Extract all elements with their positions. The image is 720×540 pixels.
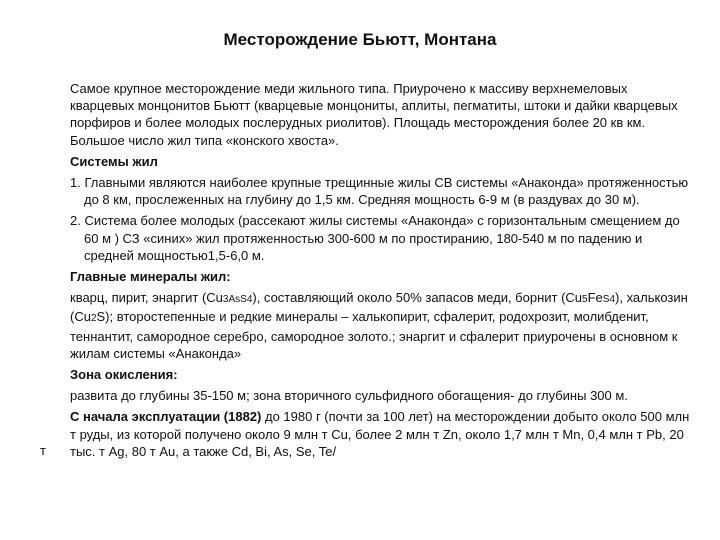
minerals-sub-a2: S bbox=[240, 294, 247, 306]
slide-title: Месторождение Бьютт, Монтана bbox=[223, 30, 497, 49]
veins-heading: Системы жил bbox=[70, 153, 158, 169]
minerals-sub-b3: 4 bbox=[609, 294, 616, 306]
minerals-text-f: S); второстепенные и редкие минералы – халькопирит, сфалерит, родохрозит, молибденит, теннантит, самородное серебро, самородное золото.; энаргит и сфалерит приурочены в основном к жилам системы «Анаконда» bbox=[70, 309, 678, 361]
veins-item-2: 2. Система более молодых (рассекают жилы системы «Анаконда» с горизонтальным смещением до 60 м ) СЗ «синих» жил протяженностью 300-600 м по простиранию, 180-540 м по падению и средней мощностью1,5-6,0 м. bbox=[70, 213, 680, 263]
veins-item-1: 1. Главными являются наиболее крупные трещинные жилы СВ системы «Анаконда» протяженностью до 8 км, прослеженных на глубину до 1,5 км. Средняя мощность 6-9 м (в раздувах до 30 м). bbox=[70, 175, 689, 208]
exploitation-text: до 1980 г (почти за 100 лет) на месторождении добыто около 500 млн т руды, из которой получено около 9 млн т Cu, более 2 млн т Zn, около 1,7 млн т Mn, 0,4 млн т Pb, 20 тыс. т Ag, 80 т Au, а также Cd, Bi, As, Se, Te/ bbox=[70, 409, 690, 459]
exploitation-paragraph bbox=[70, 408, 690, 460]
minerals-sub-a1: 3 bbox=[222, 294, 229, 306]
exploitation-heading: С начала эксплуатации (1882) bbox=[70, 409, 262, 425]
oxidation-text: развита до глубины 35-150 м; зона вторичного сульфидного обогащения- до глубины 300 м. bbox=[70, 388, 628, 404]
intro-paragraph: Самое крупное месторождение меди жильного типа. Приурочено к массиву верхнемеловых кварцевых монцонитов Бьютт (кварцевые монцониты, аплиты, пегматиты, штоки и дайки кварцевых порфиров и более молодых послерудных риолитов). Площадь месторождения более 20 кв км. Большое число жил типа «конского хвоста». bbox=[70, 81, 678, 148]
minerals-sub-b1: 5 bbox=[582, 294, 588, 306]
minerals-text-e: ), халькозин (Cu bbox=[70, 290, 688, 325]
stray-mark: т bbox=[40, 443, 46, 458]
oxidation-heading: Зона окисления: bbox=[70, 367, 178, 383]
minerals-text-a: кварц, пирит, энаргит (Cu bbox=[70, 290, 223, 306]
minerals-paragraph bbox=[70, 289, 690, 362]
minerals-sub-b2: S bbox=[602, 294, 610, 306]
minerals-sub-c1: 2 bbox=[90, 313, 97, 325]
minerals-text-c: ), составляющий около 50% запасов меди, борнит (Cu bbox=[252, 290, 583, 306]
minerals-heading: Главные минералы жил: bbox=[70, 269, 231, 285]
minerals-sub-a3: 4 bbox=[246, 294, 253, 306]
slide-body bbox=[70, 80, 690, 460]
minerals-text-d: Fe bbox=[587, 290, 603, 306]
minerals-text-b: As bbox=[228, 294, 241, 306]
